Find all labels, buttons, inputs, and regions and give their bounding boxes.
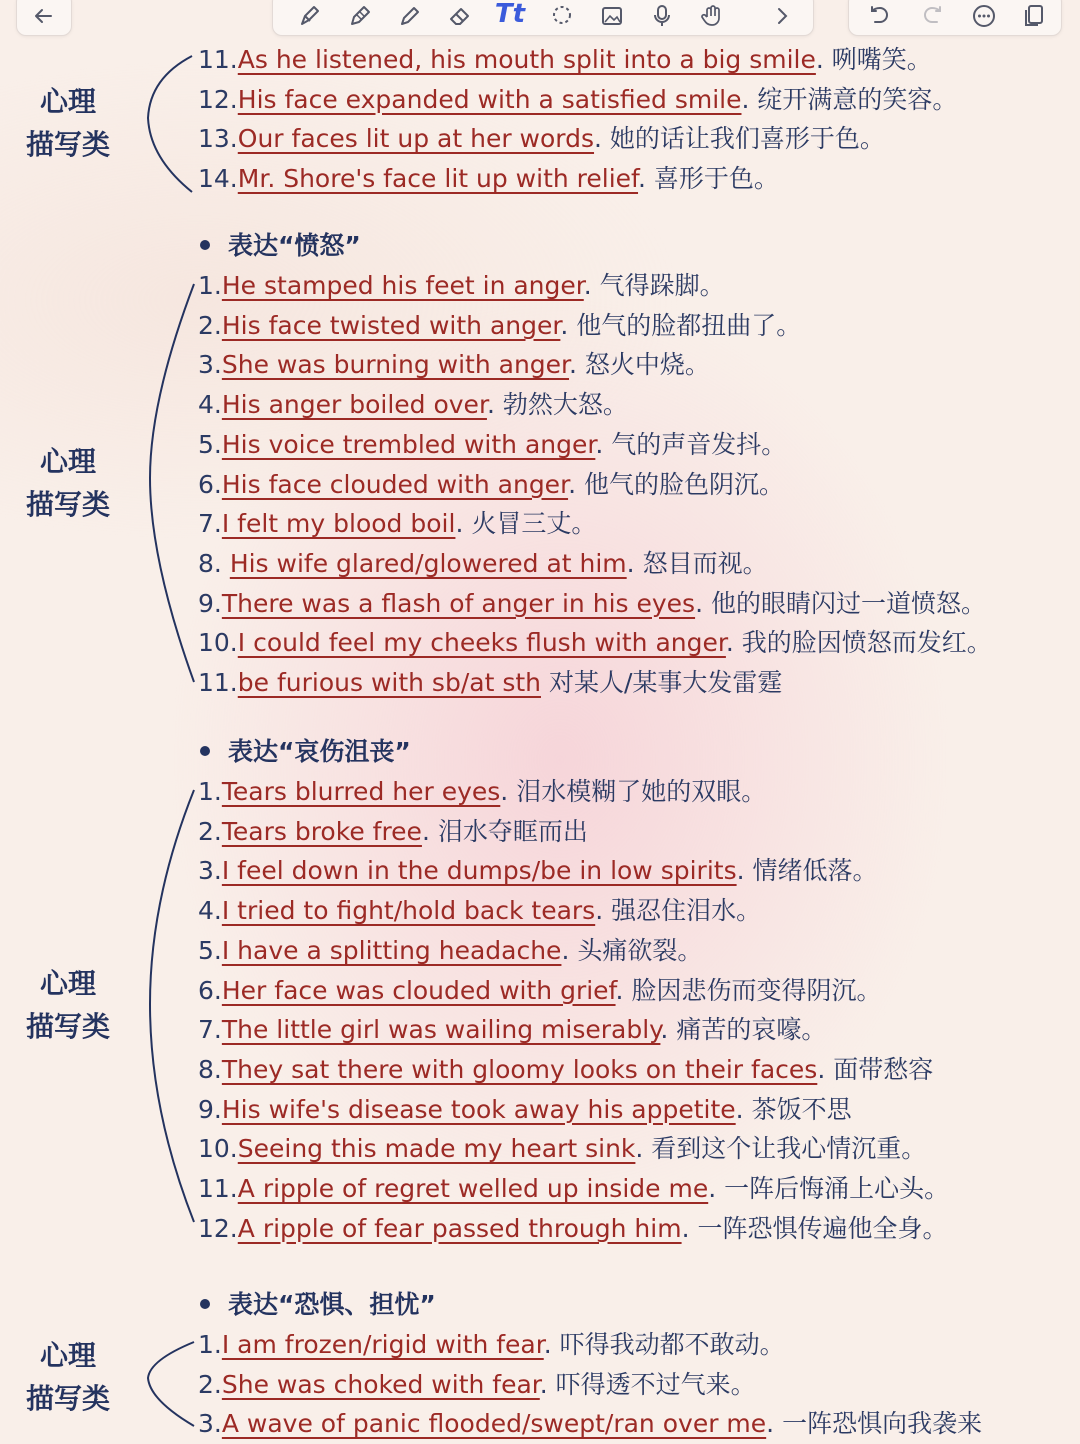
phrase-line xyxy=(198,345,1074,385)
phrase-english: The little girl was wailing miserably xyxy=(221,1015,661,1045)
phrase-chinese: 强忍住泪水。 xyxy=(603,896,762,926)
mic-icon[interactable] xyxy=(645,1,679,31)
phrase-english: She was choked with fear xyxy=(221,1369,540,1399)
phrase-chinese: 喜形于色。 xyxy=(645,164,779,194)
phrase-chinese: 咧嘴笑。 xyxy=(823,45,932,74)
phrase-line xyxy=(198,544,1074,584)
phrase-english: She was burning with anger xyxy=(221,350,570,380)
phrase-line xyxy=(198,1325,1074,1365)
phrase-line xyxy=(198,931,1074,971)
phrase-line xyxy=(198,306,1074,346)
phrase-punctuation: . xyxy=(594,124,602,154)
phrase-number: 5. xyxy=(198,429,222,459)
section-4-label: 心理 描写类 xyxy=(25,1339,110,1415)
phrase-english: His wife glared/glowered at him xyxy=(229,548,627,578)
phrase-chinese: 情绪低落。 xyxy=(744,856,878,886)
phrase-line xyxy=(198,1050,1074,1090)
phrase-number: 7. xyxy=(198,509,222,539)
phrase-line xyxy=(198,772,1074,812)
phrase-english: A wave of panic flooded/swept/ran over me xyxy=(221,1409,767,1439)
phrase-punctuation: . xyxy=(708,1174,717,1203)
phrase-line xyxy=(198,80,1074,120)
phrase-english: As he listened, his mouth split into a big smile xyxy=(237,45,816,74)
section-1-label: 心理 描写类 xyxy=(25,85,110,161)
pen-icon[interactable] xyxy=(293,1,327,31)
phrase-english: A ripple of fear passed through him xyxy=(237,1213,682,1243)
phrase-punctuation: . xyxy=(626,548,635,578)
more-icon[interactable] xyxy=(967,1,1001,31)
undo-icon[interactable] xyxy=(863,1,897,31)
phrase-number: 8. xyxy=(198,1054,222,1084)
phrase-number: 11. xyxy=(198,668,238,697)
phrase-english: There was a flash of anger in his eyes xyxy=(221,588,696,618)
phrase-chinese: 她的话让我们喜形于色。 xyxy=(601,124,885,154)
phrase-chinese: 茶饭不思 xyxy=(743,1094,852,1124)
phrase-punctuation: . xyxy=(595,429,604,459)
phrase-number: 10. xyxy=(198,628,238,658)
marker-icon[interactable] xyxy=(343,1,377,31)
phrase-english: A ripple of regret welled up inside me xyxy=(237,1174,709,1203)
phrase-chinese: 面带愁容 xyxy=(825,1054,934,1084)
phrase-chinese: 气得跺脚。 xyxy=(591,271,725,300)
phrase-number: 12. xyxy=(198,84,238,114)
brace-section-3 xyxy=(150,790,194,1222)
phrase-english: His wife's disease took away his appetite xyxy=(221,1094,736,1124)
phrase-punctuation: . xyxy=(539,1369,548,1399)
section-2-header: 表达“愤怒” xyxy=(200,226,361,266)
phrase-chinese: 吓得透不过气来。 xyxy=(547,1369,756,1399)
phrase-punctuation: . xyxy=(583,271,592,300)
phrase-english: His anger boiled over xyxy=(221,390,487,420)
hand-icon[interactable] xyxy=(695,1,729,31)
phrase-line xyxy=(198,1404,1074,1444)
phrase-number: 3. xyxy=(198,856,222,886)
phrase-english: Mr. Shore's face lit up with relief xyxy=(237,164,639,194)
phrase-line xyxy=(198,266,1074,306)
phrase-number: 11. xyxy=(198,1174,238,1203)
phrase-english: Her face was clouded with grief xyxy=(221,975,616,1005)
phrase-number: 1. xyxy=(198,1330,222,1359)
phrase-line xyxy=(198,1209,1074,1249)
phrase-punctuation: . xyxy=(568,469,577,499)
toolbar xyxy=(0,0,1080,36)
phrase-english: I tried to fight/hold back tears xyxy=(221,896,596,926)
redo-icon[interactable] xyxy=(915,1,949,31)
phrase-number: 3. xyxy=(198,1409,222,1439)
phrase-punctuation: . xyxy=(695,588,704,618)
phrase-english: I could feel my cheeks flush with anger xyxy=(237,628,726,658)
arrow-left-icon xyxy=(27,1,61,31)
phrase-chinese: 泪水模糊了她的双眼。 xyxy=(508,777,767,806)
phrase-line xyxy=(198,1169,1074,1209)
page-actions xyxy=(848,0,1062,36)
phrase-punctuation: . xyxy=(766,1409,775,1439)
phrase-number: 13. xyxy=(198,124,238,154)
phrase-number: 8. xyxy=(198,548,230,578)
phrase-line xyxy=(198,1010,1074,1050)
phrase-number: 11. xyxy=(198,45,238,74)
chevron-right-icon[interactable] xyxy=(765,1,799,31)
phrase-english: I have a splitting headache xyxy=(221,935,562,965)
phrase-line xyxy=(198,504,1074,544)
phrase-line xyxy=(198,812,1074,852)
phrase-english: His face expanded with a satisfied smile xyxy=(237,84,742,114)
phrase-english: He stamped his feet in anger xyxy=(221,271,584,300)
phrase-chinese: 泪水夺眶而出 xyxy=(429,816,588,846)
phrase-chinese: 吓得我动都不敢动。 xyxy=(551,1330,785,1359)
phrase-english: His face clouded with anger xyxy=(221,469,569,499)
tool-palette xyxy=(272,0,814,36)
phrase-number: 7. xyxy=(198,1015,222,1045)
brace-section-1 xyxy=(148,56,192,192)
phrase-punctuation: . xyxy=(543,1330,552,1359)
phrase-number: 2. xyxy=(198,1369,222,1399)
phrase-line xyxy=(198,465,1074,505)
phrase-punctuation: . xyxy=(725,628,734,658)
phrase-line xyxy=(198,1365,1074,1405)
phrase-number: 2. xyxy=(198,310,222,340)
phrase-line xyxy=(198,40,1074,80)
phrase-punctuation: . xyxy=(660,1015,669,1045)
phrase-chinese: 一阵恐惧传遍他全身。 xyxy=(689,1213,948,1243)
phrase-chinese: 对某人/某事大发雷霆 xyxy=(541,668,783,697)
phrase-chinese: 痛苦的哀嚎。 xyxy=(668,1015,827,1045)
phrase-chinese: 头痛欲裂。 xyxy=(569,935,703,965)
phrase-english: Tears broke free xyxy=(221,816,422,846)
eraser-icon[interactable] xyxy=(443,1,477,31)
section-4-header: 表达“恐惧、担忧” xyxy=(200,1285,436,1325)
phrase-chinese: 一阵恐惧向我袭来 xyxy=(774,1409,983,1439)
phrase-number: 5. xyxy=(198,935,222,965)
phrase-english: His voice trembled with anger xyxy=(221,429,596,459)
section-3-label: 心理 描写类 xyxy=(25,967,110,1043)
phrase-punctuation: . xyxy=(817,1054,826,1084)
phrase-punctuation: . xyxy=(560,310,569,340)
section-3-header: 表达“哀伤沮丧” xyxy=(200,732,411,772)
phrase-punctuation: . xyxy=(569,350,577,380)
phrase-line xyxy=(198,119,1074,159)
lasso-icon[interactable] xyxy=(545,1,579,31)
bullet-icon xyxy=(200,240,210,250)
phrase-line xyxy=(198,891,1074,931)
phrase-punctuation: . xyxy=(635,1134,644,1164)
phrase-chinese: 怒目而视。 xyxy=(634,548,768,578)
phrase-number: 9. xyxy=(198,1094,222,1124)
phrase-punctuation: . xyxy=(615,975,624,1005)
phrase-number: 10. xyxy=(198,1134,238,1164)
phrase-line xyxy=(198,385,1074,425)
phrase-chinese: 脸因悲伤而变得阴沉。 xyxy=(623,975,882,1005)
phrase-punctuation: . xyxy=(735,1094,744,1124)
phrase-number: 1. xyxy=(198,271,222,300)
phrase-chinese: 绽开满意的笑容。 xyxy=(749,84,958,114)
phrase-line xyxy=(198,584,1074,624)
phrase-number: 14. xyxy=(198,164,238,194)
section-2-label: 心理 描写类 xyxy=(25,445,110,521)
phrase-english: They sat there with gloomy looks on their faces xyxy=(221,1054,818,1084)
phrase-punctuation: . xyxy=(741,84,750,114)
phrase-chinese: 他气的脸都扭曲了。 xyxy=(568,310,802,340)
phrase-english: I feel down in the dumps/be in low spirits xyxy=(221,856,737,886)
phrase-chinese: 一阵后悔涌上心头。 xyxy=(716,1174,950,1203)
phrase-chinese: 我的脸因愤怒而发红。 xyxy=(733,628,992,658)
phrase-line xyxy=(198,851,1074,891)
phrase-punctuation: . xyxy=(736,856,745,886)
phrase-number: 9. xyxy=(198,588,222,618)
phrase-line xyxy=(198,1090,1074,1130)
phrase-number: 4. xyxy=(198,390,222,420)
back-button[interactable] xyxy=(16,0,72,36)
phrase-line xyxy=(198,1129,1074,1169)
bullet-icon xyxy=(200,746,210,756)
phrase-number: 3. xyxy=(198,350,222,380)
phrase-number: 6. xyxy=(198,469,222,499)
phrase-english: Tears blurred her eyes xyxy=(221,777,501,806)
phrase-chinese: 火冒三丈。 xyxy=(463,509,597,539)
phrase-english: Seeing this made my heart sink xyxy=(237,1134,636,1164)
phrase-punctuation: . xyxy=(421,816,430,846)
bullet-icon xyxy=(200,1299,210,1309)
image-icon[interactable] xyxy=(595,1,629,31)
phrase-number: 4. xyxy=(198,896,222,926)
text-tool-icon[interactable]: Tt xyxy=(494,0,526,29)
phrase-english: I felt my blood boil xyxy=(221,509,456,539)
phrase-line xyxy=(198,971,1074,1011)
phrase-line xyxy=(198,663,1074,703)
phrase-number: 2. xyxy=(198,816,222,846)
phrase-chinese: 气的声音发抖。 xyxy=(603,429,787,459)
brace-section-4 xyxy=(148,1342,194,1426)
phrase-chinese: 他气的脸色阴沉。 xyxy=(576,469,784,499)
phrase-english: be furious with sb/at sth xyxy=(237,668,541,697)
phrase-number: 6. xyxy=(198,975,222,1005)
phrase-chinese: 勃然大怒。 xyxy=(494,390,628,420)
phrase-chinese: 他的眼睛闪过一道愤怒。 xyxy=(703,588,986,618)
phrase-english: His face twisted with anger xyxy=(221,310,561,340)
phrase-number: 1. xyxy=(198,777,222,806)
phrase-line xyxy=(198,425,1074,465)
phrase-punctuation: . xyxy=(455,509,464,539)
pages-icon[interactable] xyxy=(1017,1,1051,31)
phrase-punctuation: . xyxy=(500,777,509,806)
pencil-icon[interactable] xyxy=(393,1,427,31)
phrase-line xyxy=(198,159,1074,199)
phrase-number: 12. xyxy=(198,1213,238,1243)
phrase-punctuation: . xyxy=(815,45,824,74)
phrase-punctuation: . xyxy=(638,164,646,194)
phrase-punctuation: . xyxy=(561,935,570,965)
brace-section-2 xyxy=(150,284,194,682)
phrase-english: I am frozen/rigid with fear xyxy=(221,1330,544,1359)
phrase-english: Our faces lit up at her words xyxy=(237,124,595,154)
phrase-punctuation: . xyxy=(486,390,495,420)
phrase-chinese: 怒火中烧。 xyxy=(576,350,710,380)
phrase-punctuation: . xyxy=(681,1213,690,1243)
phrase-punctuation: . xyxy=(595,896,604,926)
phrase-chinese: 看到这个让我心情沉重。 xyxy=(643,1134,927,1164)
phrase-line xyxy=(198,623,1074,663)
